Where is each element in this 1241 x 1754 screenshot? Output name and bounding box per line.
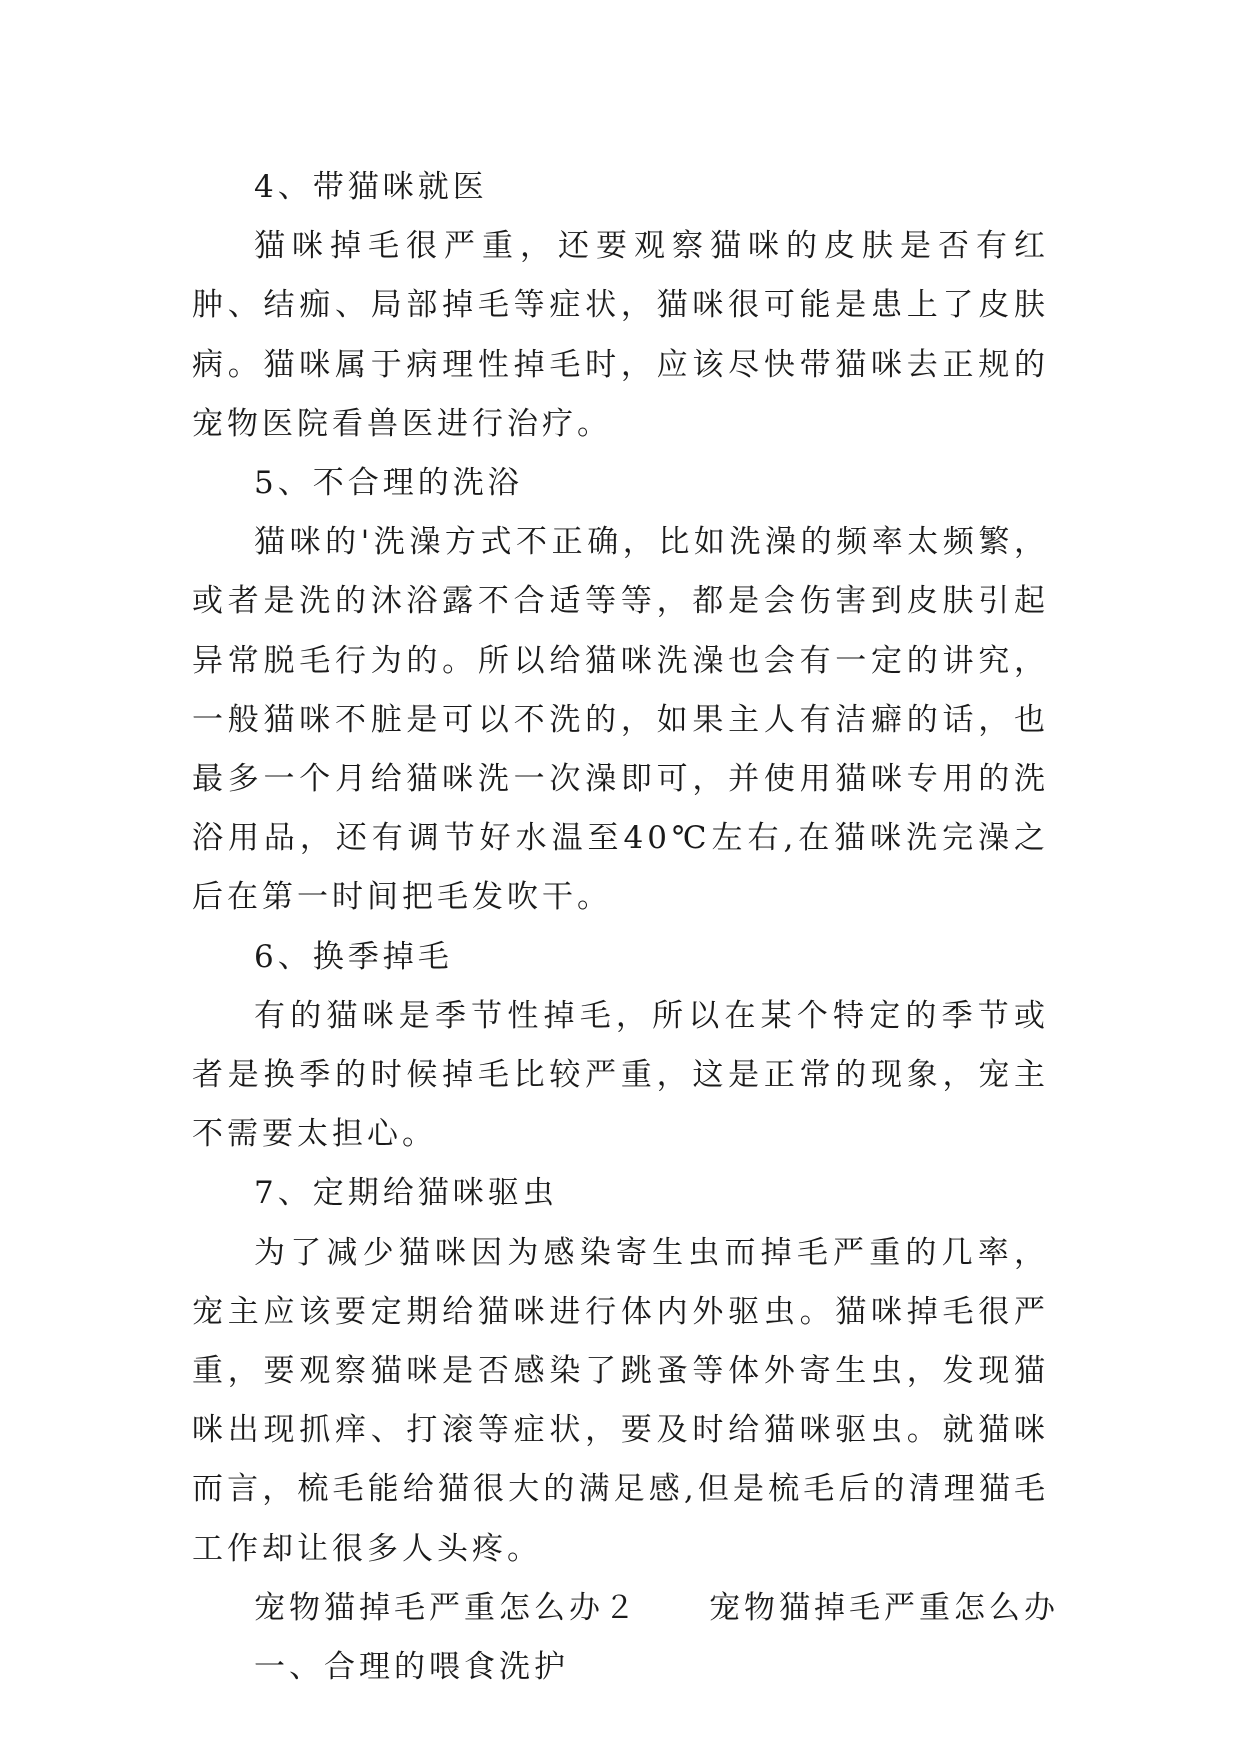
section-6-heading: 6、换季掉毛	[254, 938, 453, 975]
section-6-paragraph: 有的猫咪是季节性掉毛，所以在某个特定的季节或者是换季的时候掉毛比较严重，这是正常的现象，宠主不需要太担心。	[192, 997, 1049, 1153]
section-4-paragraph: 猫咪掉毛很严重，还要观察猫咪的皮肤是否有红肿、结痂、局部掉毛等症状，猫咪很可能是患上了皮肤病。猫咪属于病理性掉毛时，应该尽快带猫咪去正规的宠物医院看兽医进行治疗。	[192, 228, 1049, 442]
article-title-line	[192, 1579, 1059, 1638]
section-4-heading: 4、带猫咪就医	[254, 169, 488, 205]
section-one-heading: 一、合理的喂食洗护	[254, 1649, 569, 1686]
section-5-paragraph: 猫咪的'洗澡方式不正确，比如洗澡的频率太频繁，或者是洗的沐浴露不合适等等，都是会伤害到皮肤引起异常脱毛行为的。所以给猫咪洗澡也会有一定的讲究，一般猫咪不脏是可以不洗的，如果主人有洁癖的话，也最多一个月给猫咪洗一次澡即可，并使用猫咪专用的洗浴用品，还有调节好水温至40℃左右,在猫咪洗完澡之后在第一时间把毛发吹干。	[192, 524, 1049, 916]
section-7-heading: 7、定期给猫咪驱虫	[254, 1175, 558, 1212]
article-title-part-2: 宠物猫掉毛严重怎么办	[709, 1589, 1059, 1626]
section-5-heading: 5、不合理的洗浴	[254, 465, 523, 502]
document-body	[192, 158, 1059, 1697]
article-title-part-1: 宠物猫掉毛严重怎么办２	[254, 1589, 639, 1626]
section-7-paragraph: 为了减少猫咪因为感染寄生虫而掉毛严重的几率，宠主应该要定期给猫咪进行体内外驱虫。猫咪掉毛很严重，要观察猫咪是否感染了跳蚤等体外寄生虫，发现猫咪出现抓痒、打滚等症状，要及时给猫咪驱虫。就猫咪而言，梳毛能给猫很大的满足感,但是梳毛后的清理猫毛工作却让很多人头疼。	[192, 1234, 1049, 1567]
